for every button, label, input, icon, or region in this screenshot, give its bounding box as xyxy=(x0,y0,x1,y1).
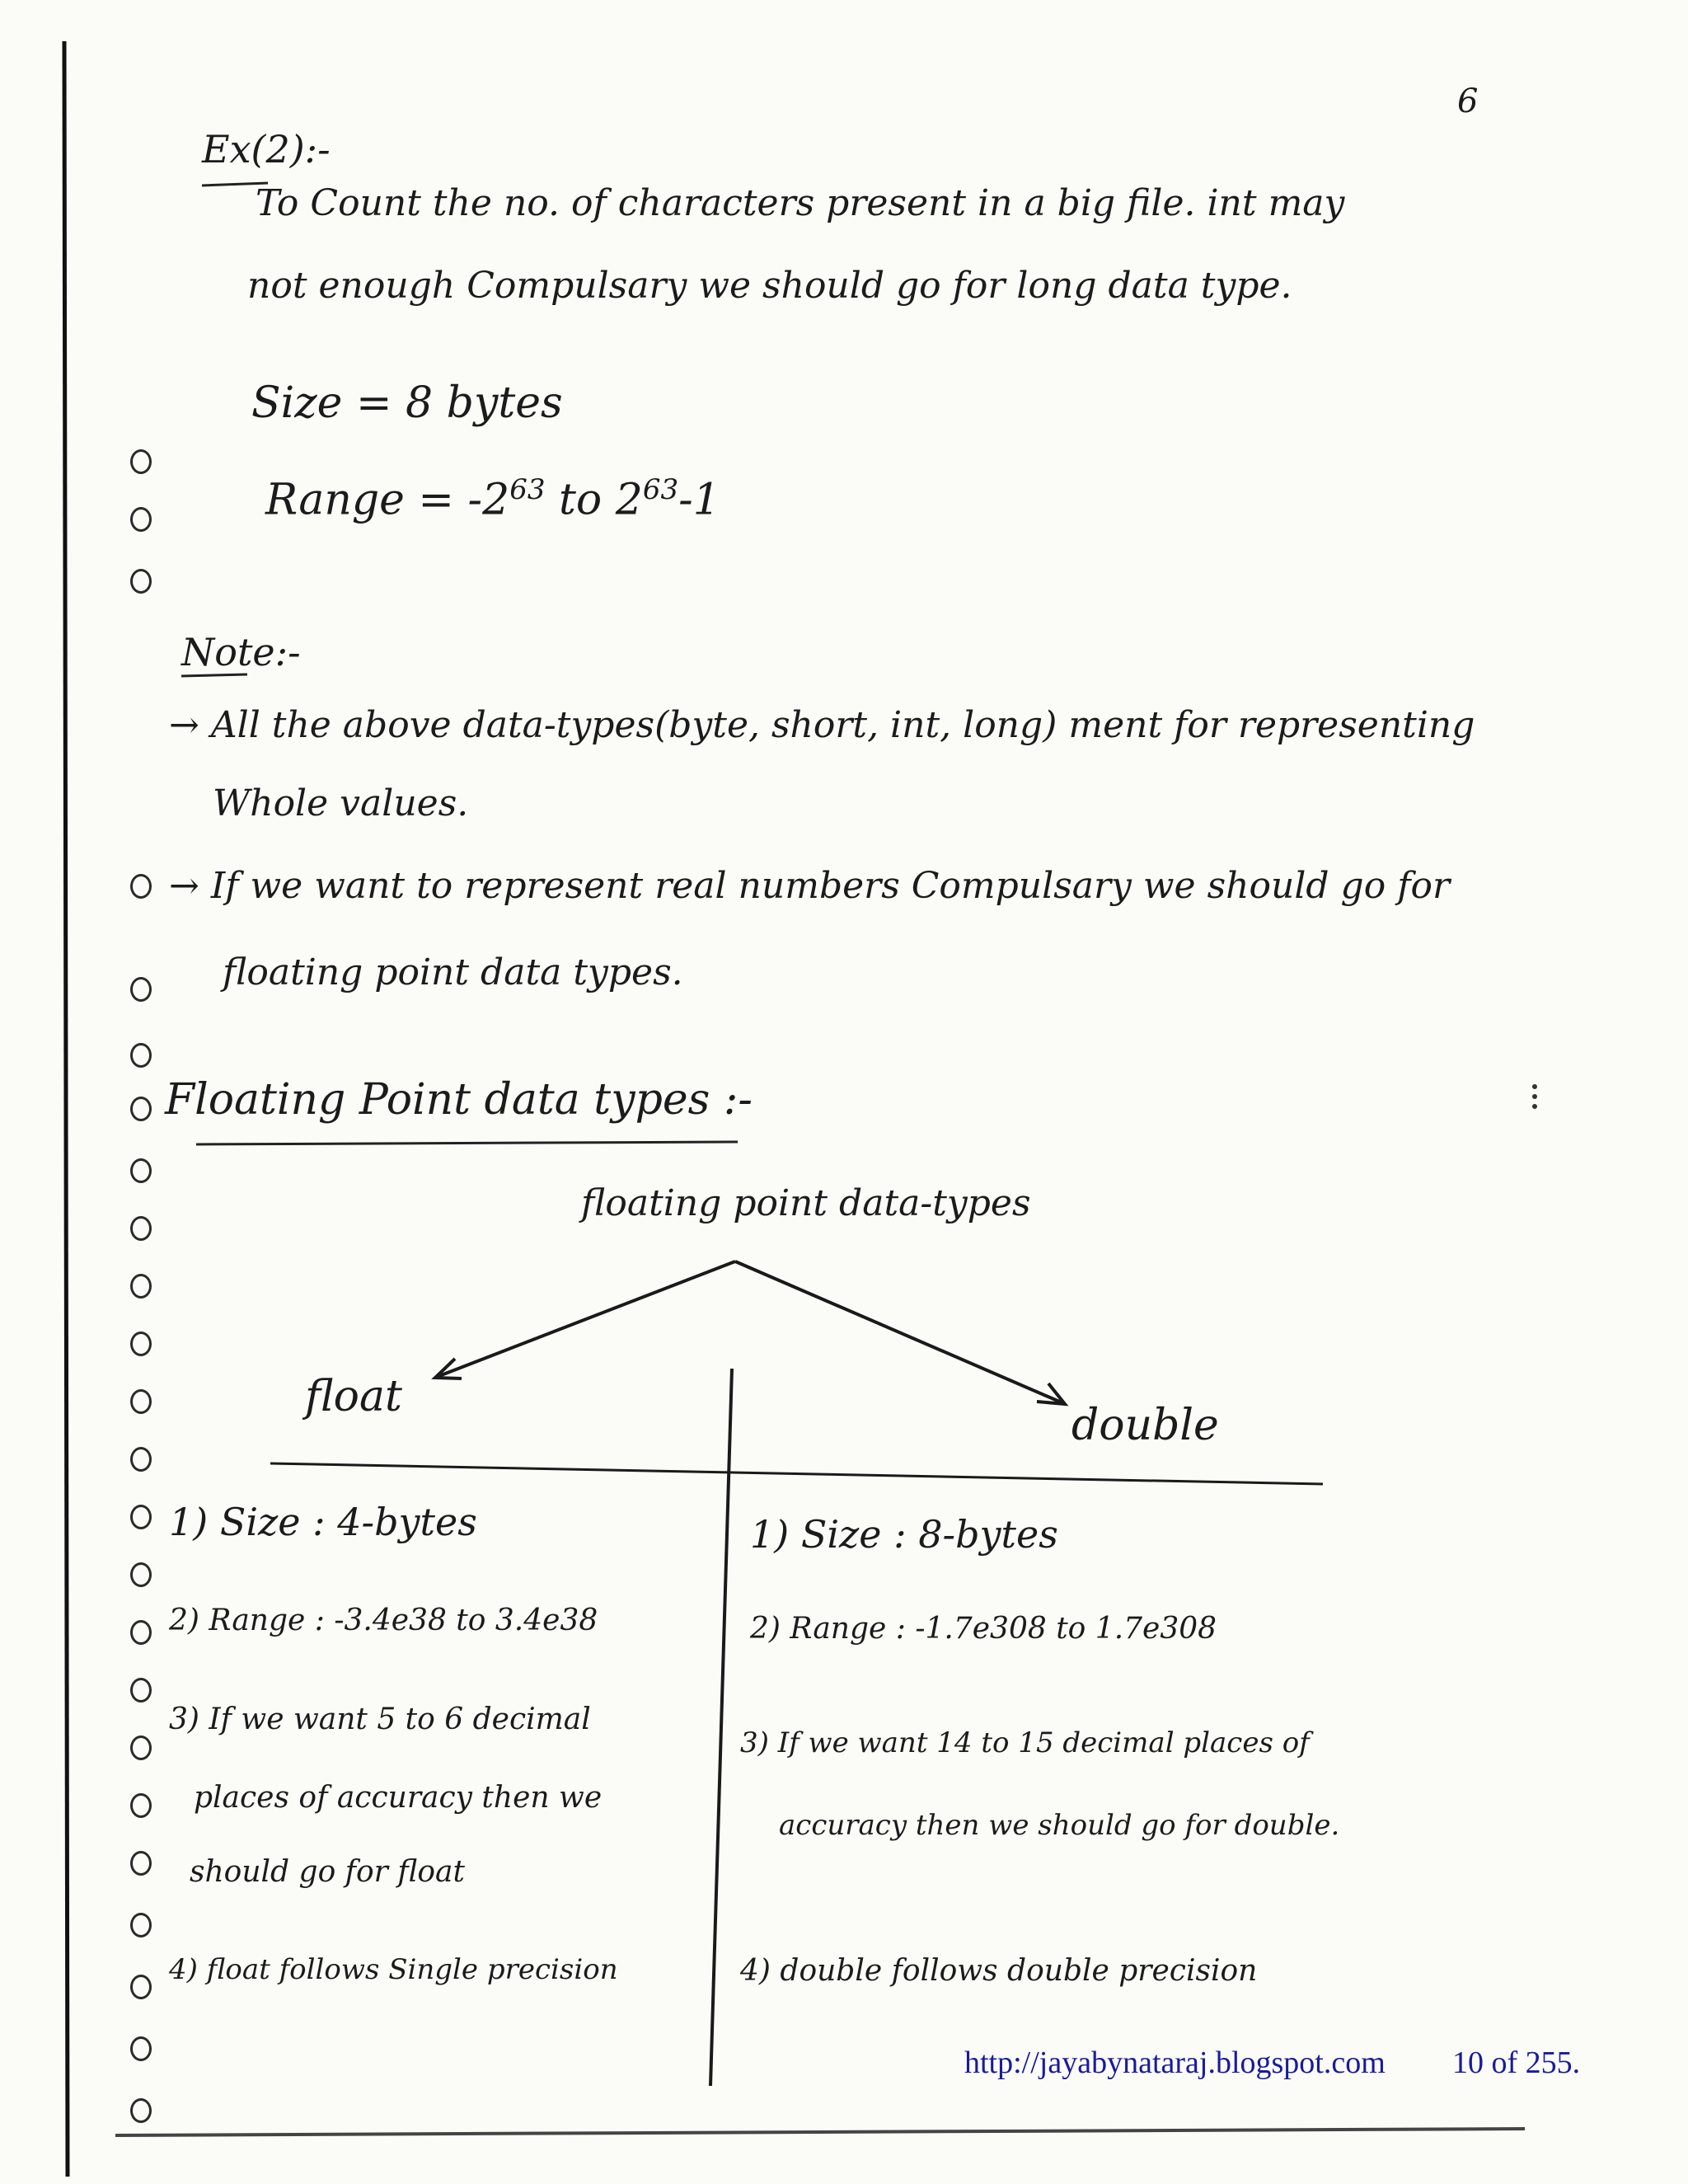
range-mid: to 2 xyxy=(545,475,643,525)
example-heading: Ex(2):- xyxy=(202,127,331,171)
footer-url-link[interactable]: http://jayabynataraj.blogspot.com xyxy=(964,2045,1386,2080)
tree-right-label: double xyxy=(1071,1401,1219,1450)
range-suffix: -1 xyxy=(678,475,720,525)
example-line-2: not enough Compulsary we should go for long data type. xyxy=(247,265,1292,307)
table-rule xyxy=(270,1463,1323,1484)
note-1-line-1: → All the above data-types(byte, short, int, long) ment for representing xyxy=(169,704,1475,746)
note-1-line-2: Whole values. xyxy=(213,782,469,824)
section-heading: Floating Point data types :- xyxy=(165,1075,753,1125)
page-corner-mark: 6 xyxy=(1457,82,1479,120)
footer-page-count: 10 of 255. xyxy=(1452,2045,1581,2080)
bottom-edge-line xyxy=(115,2129,1525,2135)
tree-root-label: floating point data-types xyxy=(581,1182,1031,1224)
range-exponent: 63 xyxy=(642,473,679,506)
tree-left-label: float xyxy=(305,1372,402,1421)
long-range xyxy=(265,474,720,525)
double-item: 3) If we want 14 to 15 decimal places of xyxy=(740,1726,1310,1759)
tree-arrow-left xyxy=(437,1261,735,1377)
example-line-1: To Count the no. of characters present in a big file. int may xyxy=(256,182,1345,224)
note-heading: Note:- xyxy=(181,630,301,674)
margin-line xyxy=(64,41,68,2177)
heading-underline xyxy=(196,1142,738,1144)
double-item: accuracy then we should go for double. xyxy=(779,1809,1340,1842)
long-size: Size = 8 bytes xyxy=(251,378,563,428)
tree-arrow-right xyxy=(735,1261,1063,1403)
float-item: 3) If we want 5 to 6 decimal xyxy=(169,1703,591,1736)
float-item: 1) Size : 4-bytes xyxy=(169,1500,477,1544)
float-item: places of accuracy then we xyxy=(194,1781,603,1815)
table-divider xyxy=(710,1369,732,2086)
float-item: 4) float follows Single precision xyxy=(169,1953,618,1986)
range-exponent: 63 xyxy=(509,473,546,506)
float-item: 2) Range : -3.4e38 to 3.4e38 xyxy=(169,1604,598,1637)
heading-underline xyxy=(181,674,247,676)
range-prefix: Range = -2 xyxy=(265,475,510,525)
float-item: should go for float xyxy=(190,1855,465,1889)
double-item: 4) double follows double precision xyxy=(740,1954,1258,1988)
note-2-line-2: floating point data types. xyxy=(223,951,683,993)
double-item: 2) Range : -1.7e308 to 1.7e308 xyxy=(750,1612,1217,1646)
double-item: 1) Size : 8-bytes xyxy=(750,1512,1058,1557)
note-2-line-1: → If we want to represent real numbers Compulsary we should go for xyxy=(169,865,1451,907)
